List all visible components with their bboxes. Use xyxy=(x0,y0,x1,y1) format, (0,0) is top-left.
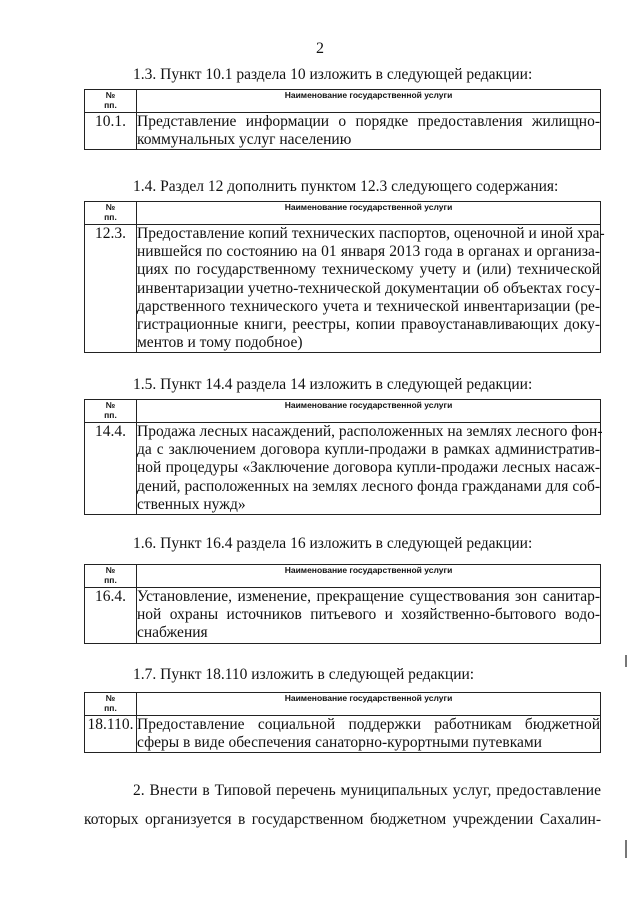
service-name: Предоставление социальной поддержки работникам бюджетной сферы в виде обеспечения санаторно-курортными путевками xyxy=(137,716,600,752)
service-table xyxy=(84,399,601,515)
name-column-header: Наименование государственной услуги xyxy=(137,202,601,225)
item-number: 14.4. xyxy=(85,423,137,515)
name-column-header: Наименование государственной услуги xyxy=(137,400,601,423)
num-column-header: № пп. xyxy=(85,400,137,423)
service-table xyxy=(84,692,601,753)
table-header-row xyxy=(85,90,601,113)
item-number: 16.4. xyxy=(85,588,137,644)
body-paragraph-line: 2. Внести в Типовой перечень муниципальных услуг, предоставление xyxy=(133,782,601,799)
section-intro: 1.4. Раздел 12 дополнить пунктом 12.3 следующего содержания: xyxy=(133,178,559,195)
num-column-header: № пп. xyxy=(85,90,137,113)
item-number: 12.3. xyxy=(85,225,137,353)
service-name: Продажа лесных насаждений, расположенных на землях лесного фон- да с заключением договора купли-продажи в рамках административ- ной процедуры «Заключение договора купли-продажи лесных насаж- дений, расположенных на землях лесного фонда гражданами для соб- ственных нужд» xyxy=(137,423,603,513)
service-table xyxy=(84,564,601,644)
table-header-row xyxy=(85,565,601,588)
body-paragraph-line: которых организуется в государственном бюджетном учреждении Сахалин- xyxy=(84,811,601,828)
table-header-row xyxy=(85,202,601,225)
table-header-row xyxy=(85,693,601,716)
service-table xyxy=(84,201,605,353)
page-number: 2 xyxy=(316,40,324,57)
table-row xyxy=(85,225,601,353)
name-column-header: Наименование государственной услуги xyxy=(137,693,601,716)
table-header-row xyxy=(85,400,601,423)
service-name: Предоставление копий технических паспортов, оценочной и иной хра- нившейся по состоянию на 01 января 2013 года в органах и организа- циях по государственному техническому учету и (или) технической инвентаризации учетно-технической документации об объектах госу- дарственного технического учета и технической инвентаризации (ре- гистрационные книги, реестры, копии правоустанавливающих доку- ментов и тому подобное) xyxy=(137,225,605,352)
item-number: 18.110. xyxy=(85,716,137,753)
service-name: Представление информации о порядке предоставления жилищно- коммунальных услуг населению xyxy=(137,113,600,149)
table-row xyxy=(85,423,601,515)
service-table xyxy=(84,89,601,150)
section-intro: 1.5. Пункт 14.4 раздела 14 изложить в следующей редакции: xyxy=(133,376,533,393)
section-intro: 1.3. Пункт 10.1 раздела 10 изложить в следующей редакции: xyxy=(133,66,533,83)
num-column-header: № пп. xyxy=(85,565,137,588)
item-number: 10.1. xyxy=(85,113,137,150)
table-row xyxy=(85,588,601,644)
table-row xyxy=(85,716,601,753)
service-name: Установление, изменение, прекращение существования зон санитар- ной охраны источников питьевого и хозяйственно-бытового водо- снабжения xyxy=(137,588,600,642)
name-column-header: Наименование государственной услуги xyxy=(137,565,601,588)
name-column-header: Наименование государственной услуги xyxy=(137,90,601,113)
section-intro: 1.7. Пункт 18.110 изложить в следующей редакции: xyxy=(133,666,475,683)
num-column-header: № пп. xyxy=(85,693,137,716)
num-column-header: № пп. xyxy=(85,202,137,225)
table-row xyxy=(85,113,601,150)
scan-artifact xyxy=(625,655,627,667)
scan-artifact xyxy=(625,840,627,858)
section-intro: 1.6. Пункт 16.4 раздела 16 изложить в следующей редакции: xyxy=(133,535,533,552)
